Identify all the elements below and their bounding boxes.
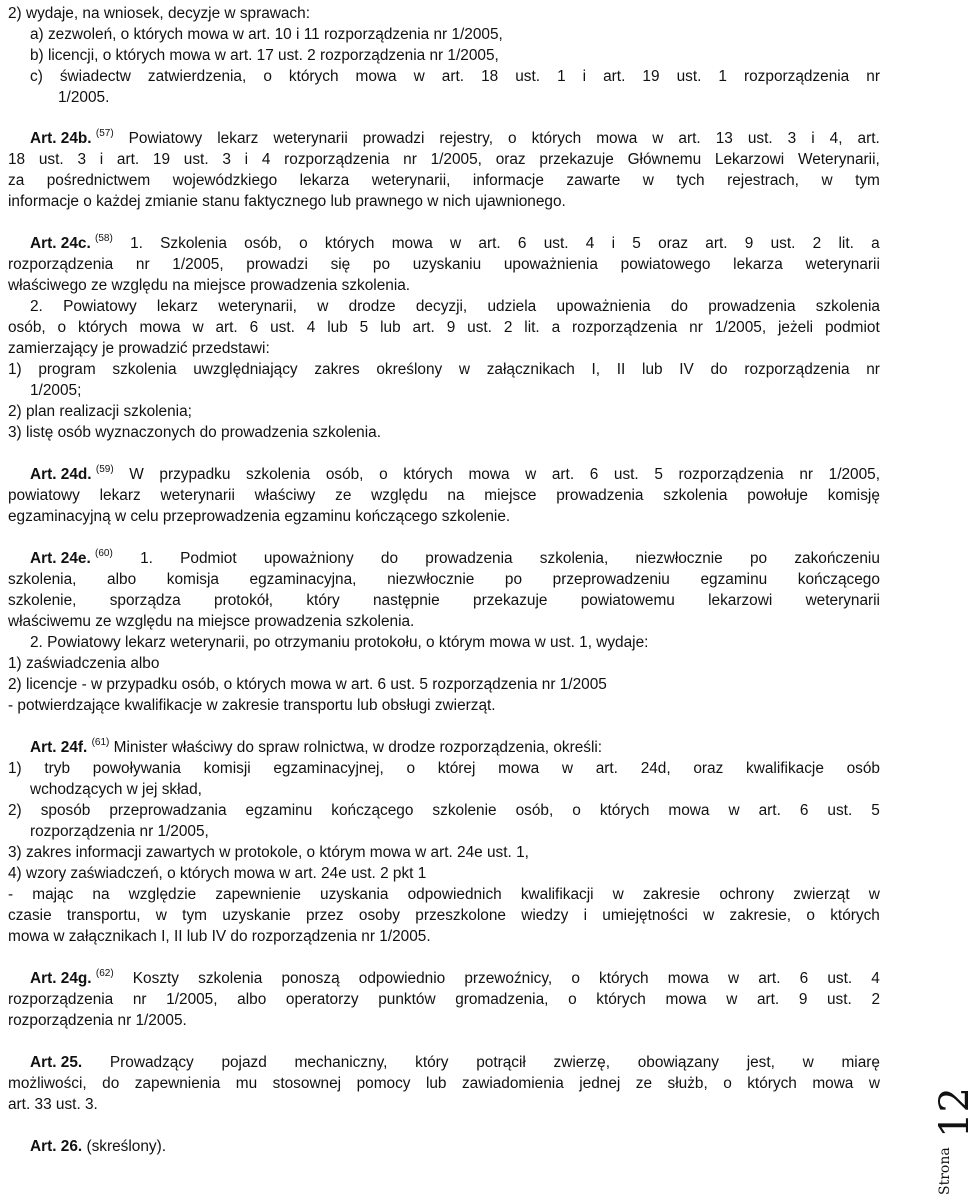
text-line xyxy=(30,738,602,758)
text-line xyxy=(8,192,566,212)
text-line: szkolenie, sporządza protokół, który następnie przekazuje powiatowemu lekarzowi weterynarii xyxy=(8,592,880,609)
article-heading: Art. 24b. xyxy=(30,130,92,147)
line-prefix xyxy=(30,234,113,254)
line-text: wchodzących w jej skład, xyxy=(30,781,202,798)
text-line xyxy=(8,864,426,884)
footnote-ref: (61) xyxy=(91,737,110,748)
article-heading: Art. 26. xyxy=(30,1138,83,1155)
text-line: Art. 25. Prowadzący pojazd mechaniczny, który potrącił zwierzę, obowiązany jest, w miarę xyxy=(30,1054,880,1071)
footnote-ref: (60) xyxy=(95,548,113,559)
text-line: czasie transportu, w tym uzyskanie przez osoby przeszkolone wiedzy i umiejętności w zakresie, o których xyxy=(8,907,880,924)
text-line xyxy=(30,25,503,45)
text-line xyxy=(30,46,499,66)
text-line xyxy=(8,402,192,422)
text-line: 2) sposób przeprowadzania egzaminu kończącego szkolenie osób, o których mowa w art. 6 ust. 5 xyxy=(8,802,880,819)
text-line: Art. 24d. $^{(59)}$ W przypadku szkolenia osób, o których mowa w art. 6 ust. 5 rozporządzenia nr 1/2005, xyxy=(30,464,880,483)
line-text: 3) zakres informacji zawartych w protokole, o którym mowa w art. 24e ust. 1, xyxy=(8,844,529,861)
article-heading: Art. 24g. xyxy=(30,970,92,987)
text-line: 18 ust. 3 i art. 19 ust. 3 i 4 rozporządzenia nr 1/2005, oraz przekazuje Głównemu Lekarzowi Weterynarii, xyxy=(8,151,880,168)
text-line: Art. 24g. $^{(62)}$ Koszty szkolenia ponoszą odpowiednio przewoźnicy, o których mowa w art. 6 ust. 4 xyxy=(30,968,880,987)
footnote-ref: (59) xyxy=(95,464,114,475)
line-text: 2) plan realizacji szkolenia; xyxy=(8,403,192,420)
line-text: rozporządzenia nr 1/2005. xyxy=(8,1012,187,1029)
line-text: 2. Powiatowy lekarz weterynarii, po otrzymaniu protokołu, o którym mowa w ust. 1, wydaje: xyxy=(30,634,649,651)
text-line xyxy=(30,822,209,842)
text-line: osób, o których mowa w art. 6 ust. 4 lub 5 lub art. 9 ust. 2 lit. a rozporządzenia nr 1/2005, jeżeli podmiot xyxy=(8,319,880,336)
line-text: b) licencji, o których mowa w art. 17 ust. 2 rozporządzenia nr 1/2005, xyxy=(30,47,499,64)
text-line xyxy=(8,1011,187,1031)
line-text: 1/2005; xyxy=(30,382,82,399)
line-text: a) zezwoleń, o których mowa w art. 10 i 11 rozporządzenia nr 1/2005, xyxy=(30,26,503,43)
text-line xyxy=(30,780,202,800)
line-text: egzaminacyjną w celu przeprowadzenia egzaminu kończącego szkolenie. xyxy=(8,508,511,525)
text-line xyxy=(30,381,81,401)
text-line xyxy=(8,927,431,947)
article-heading: Art. 24f. xyxy=(30,739,88,756)
text-line xyxy=(30,633,648,653)
text-line: za pośrednictwem wojewódzkiego lekarza weterynarii, informacje zawarte w tych rejestrach, w tym xyxy=(8,172,880,189)
text-line xyxy=(8,696,496,716)
text-line: Art. 24b. $^{(57)}$ Powiatowy lekarz weterynarii prowadzi rejestry, o których mowa w art. 13 ust. 3 i 4, art. xyxy=(30,128,880,147)
line-text: 3) listę osób wyznaczonych do prowadzenia szkolenia. xyxy=(8,424,381,441)
line-text: 1/2005. xyxy=(58,89,110,106)
line-text: 2) licencje - w przypadku osób, o których mowa w art. 6 ust. 5 rozporządzenia nr 1/2005 xyxy=(8,676,607,693)
line-prefix xyxy=(30,129,114,149)
text-line xyxy=(8,4,310,24)
article-heading: Art. 24e. xyxy=(30,550,91,567)
article-heading: Art. 25. xyxy=(30,1054,83,1071)
text-line xyxy=(8,654,159,674)
text-line: możliwości, do zapewnienia mu stosownej pomocy lub zawiadomienia jednej ze służb, o których mowa w xyxy=(8,1075,880,1092)
line-text: Minister właściwy do spraw rolnictwa, w drodze rozporządzenia, określi: xyxy=(113,739,603,756)
text-line xyxy=(8,843,529,863)
text-line xyxy=(58,88,109,108)
text-line: Art. 24e. $^{(60)}$ 1. Podmiot upoważniony do prowadzenia szkolenia, niezwłocznie po zakończeniu xyxy=(30,548,880,567)
text-line: Art. 24c. $^{(58)}$ 1. Szkolenia osób, o których mowa w art. 6 ust. 4 i 5 oraz art. 9 ust. 2 lit. a xyxy=(30,233,880,252)
line-text: art. 33 ust. 3. xyxy=(8,1096,98,1113)
text-line: szkolenia, albo komisja egzaminacyjna, niezwłocznie po przeprowadzeniu egzaminu kończącego xyxy=(8,571,880,588)
text-line xyxy=(8,1095,98,1115)
text-line: 2. Powiatowy lekarz weterynarii, w drodze decyzji, udziela upoważnienia do prowadzenia szkolenia xyxy=(30,298,880,315)
line-text: - potwierdzające kwalifikacje w zakresie transportu lub obsługi zwierząt. xyxy=(8,697,496,714)
text-line: rozporządzenia nr 1/2005, prowadzi się po uzyskaniu upoważnienia powiatowego lekarza weterynarii xyxy=(8,256,880,273)
article-heading: Art. 24c. xyxy=(30,235,91,252)
text-line: c) świadectw zatwierdzenia, o których mowa w art. 18 ust. 1 i art. 19 ust. 1 rozporządzenia nr xyxy=(30,68,880,85)
line-prefix xyxy=(30,465,114,485)
text-line: 1) tryb powoływania komisji egzaminacyjnej, o której mowa w art. 24d, oraz kwalifikacje osób xyxy=(8,760,880,777)
line-text: 4) wzory zaświadczeń, o których mowa w art. 24e ust. 2 pkt 1 xyxy=(8,865,427,882)
line-text: (skreślony). xyxy=(86,1138,166,1155)
line-text: 2) wydaje, na wniosek, decyzje w sprawach: xyxy=(8,5,310,22)
text-line xyxy=(30,1137,166,1157)
footnote-ref: (57) xyxy=(95,128,114,139)
text-line: - mając na względzie zapewnienie uzyskania odpowiednich kwalifikacji w zakresie ochrony zwierząt w xyxy=(8,886,880,903)
line-text: właściwemu ze względu na miejsce prowadzenia szkolenia. xyxy=(8,613,415,630)
text-line xyxy=(8,276,410,296)
line-text: 1) zaświadczenia albo xyxy=(8,655,160,672)
text-line xyxy=(8,507,510,527)
text-line xyxy=(8,339,270,359)
footer-page-label: Strona xyxy=(937,1147,953,1195)
line-text: właściwego ze względu na miejsce prowadzenia szkolenia. xyxy=(8,277,411,294)
footer-page-number: 12 xyxy=(932,1087,978,1138)
line-text: rozporządzenia nr 1/2005, xyxy=(30,823,209,840)
text-line: powiatowy lekarz weterynarii właściwy ze względu na miejsce prowadzenia szkolenia powołuje komisję xyxy=(8,487,880,504)
line-text: mowa w załącznikach I, II lub IV do rozporządzenia nr 1/2005. xyxy=(8,928,431,945)
footnote-ref: (58) xyxy=(95,233,113,244)
footnote-ref: (62) xyxy=(95,968,114,979)
text-line xyxy=(8,675,607,695)
line-prefix xyxy=(30,549,113,569)
line-prefix xyxy=(30,1053,82,1073)
text-line xyxy=(8,423,381,443)
text-line: rozporządzenia nr 1/2005, albo operatorzy punktów gromadzenia, o których mowa w art. 9 ust. 2 xyxy=(8,991,880,1008)
article-heading: Art. 24d. xyxy=(30,466,92,483)
text-line: 1) program szkolenia uwzględniający zakres określony w załącznikach I, II lub IV do rozporządzenia nr xyxy=(8,361,880,378)
line-text: informacje o każdej zmianie stanu faktycznego lub prawnego w nich ujawnionego. xyxy=(8,193,566,210)
text-line xyxy=(8,612,414,632)
line-text: zamierzający je prowadzić przedstawi: xyxy=(8,340,270,357)
line-prefix xyxy=(30,969,114,989)
